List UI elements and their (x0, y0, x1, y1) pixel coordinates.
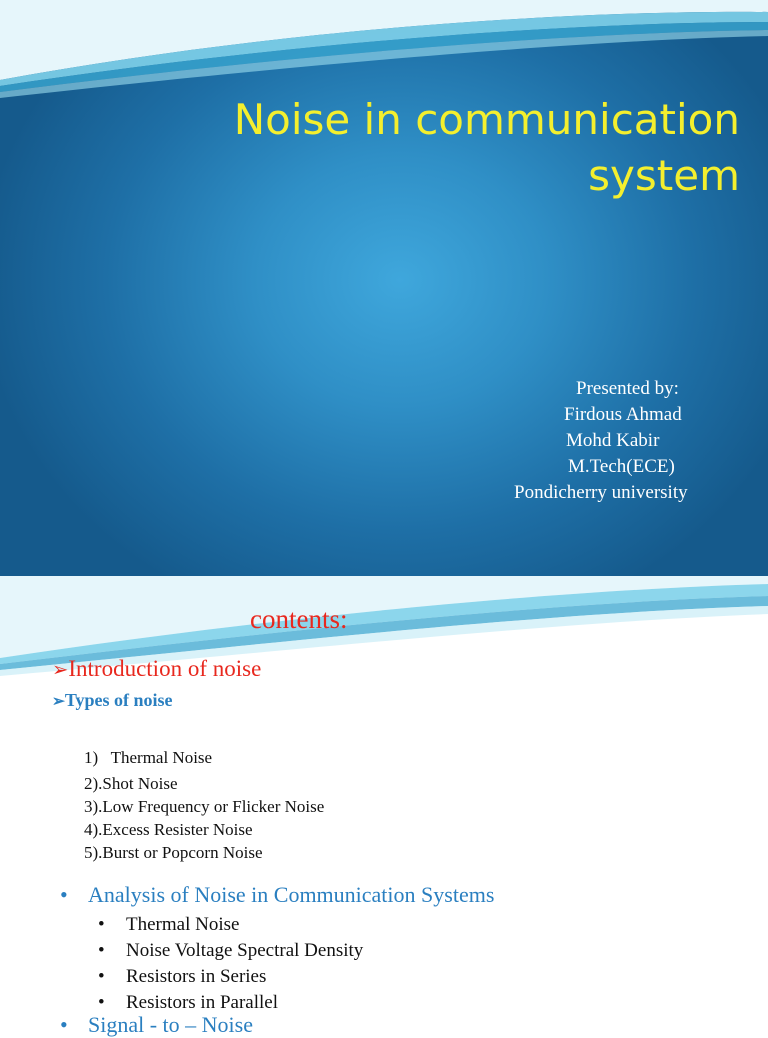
bullet-icon: • (98, 940, 105, 961)
types-heading-text: Types of noise (64, 690, 173, 710)
list-item-text: Thermal Noise (126, 914, 240, 935)
signal-to-noise-text: Signal - to – Noise (88, 1012, 253, 1037)
bullet-icon: • (60, 1012, 68, 1037)
list-item: 4).Excess Resister Noise (84, 820, 253, 839)
arrow-bullet-icon: ➢ (52, 660, 69, 681)
list-item-text: Resistors in Series (126, 966, 267, 987)
presenter-line: Pondicherry university (514, 482, 688, 503)
list-item: 2).Shot Noise (84, 774, 178, 793)
list-item: 3).Low Frequency or Flicker Noise (84, 797, 325, 816)
list-item (98, 964, 363, 990)
list-item: 5).Burst or Popcorn Noise (84, 843, 263, 862)
analysis-item (60, 882, 494, 908)
bullet-icon: • (98, 992, 105, 1013)
presenter-line: Presented by: (576, 378, 679, 399)
analysis-text: Analysis of Noise in Communication Systems (88, 882, 495, 907)
signal-to-noise-item (60, 1012, 253, 1038)
contents-slide (0, 576, 768, 1037)
intro-item (52, 656, 261, 682)
list-item: 1) Thermal Noise (84, 748, 213, 767)
list-item (98, 912, 363, 938)
presenter-block (500, 376, 740, 506)
noise-types-list (84, 746, 324, 864)
presenter-line: M.Tech(ECE) (568, 456, 675, 477)
types-heading (52, 690, 173, 711)
presenter-line: Firdous Ahmad (564, 404, 682, 425)
title-line-2: system (588, 151, 740, 200)
presenter-line: Mohd Kabir (566, 430, 660, 451)
intro-text: Introduction of noise (68, 656, 262, 681)
list-item-text: Noise Voltage Spectral Density (126, 940, 364, 961)
list-item-text: Resistors in Parallel (126, 992, 278, 1013)
bullet-icon: • (98, 914, 105, 935)
bullet-icon: • (60, 882, 68, 907)
title-line-1: Noise in communication (233, 95, 740, 144)
list-item (98, 938, 363, 964)
analysis-sublist (98, 912, 363, 1016)
slide-title (140, 92, 740, 204)
contents-heading: contents: (250, 604, 348, 634)
arrow-bullet-icon: ➢ (52, 693, 65, 710)
bullet-icon: • (98, 966, 105, 987)
